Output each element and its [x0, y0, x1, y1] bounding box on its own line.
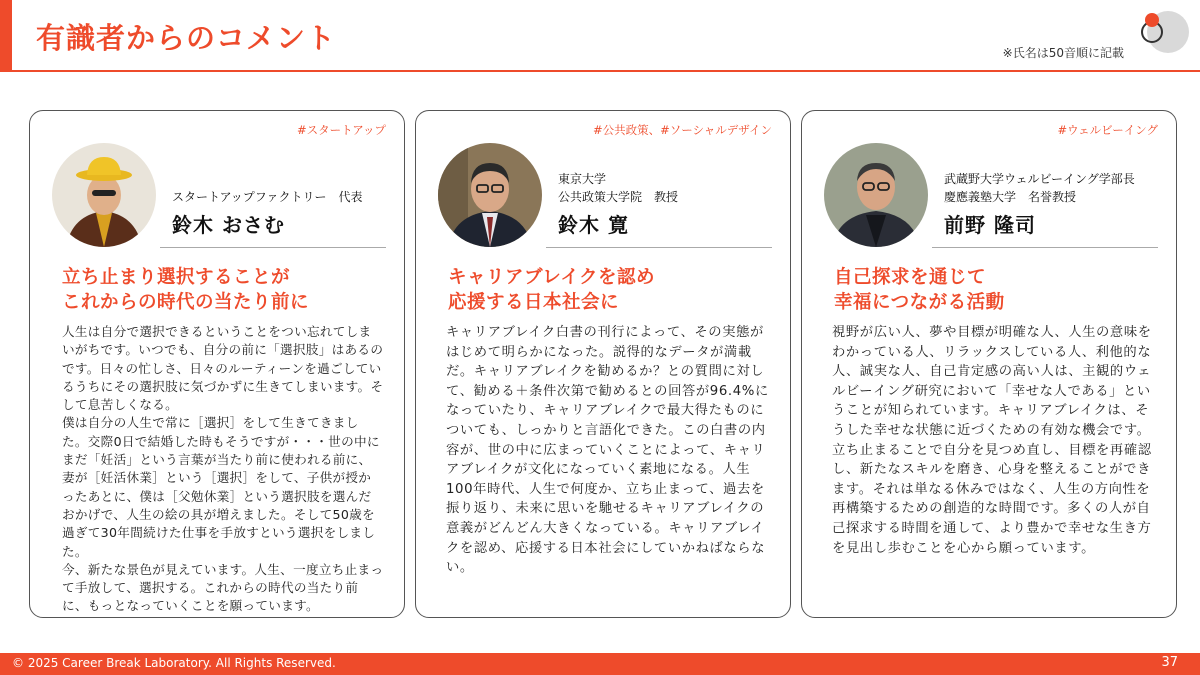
title-accent-bar [0, 0, 12, 72]
affiliation-line: 公共政策大学院 教授 [558, 190, 679, 204]
copyright-text: © 2025 Career Break Laboratory. All Rights Reserved. [12, 656, 336, 670]
headline-line: 自己探求を通じて [834, 267, 987, 288]
affiliation-line: 武蔵野大学ウェルビーイング学部長 [944, 172, 1135, 186]
comment-card-suzuki-kan [415, 110, 791, 618]
affiliation-line: 東京大学 [558, 172, 607, 186]
person-name: 前野 隆司 [944, 213, 1036, 237]
avatar [824, 143, 928, 247]
card-divider [932, 247, 1158, 248]
comment-card-suzuki-osamu [29, 110, 405, 618]
comment-headline [62, 265, 309, 315]
page-number: 37 [1161, 655, 1178, 670]
footer-bar [0, 653, 1200, 675]
comment-headline [834, 265, 1005, 315]
comment-body: キャリアブレイク白書の刊行によって、その実態がはじめて明らかになった。説得的なデータが満載だ。キャリアブレイクを勧めるか？との質問に対して、勧める＋条件次第で勧めるとの回答が96.4%になっていたり、キャリアブレイクで最大得たものについても、しっかりと言語化できた。この白書の内容が、世の中に広まっていくことによって、キャリアブレイクが文化になっていく素地になる。人生100年時代、人生で何度か、立ち止まって、過去を振り返り、未来に思いを馳せるキャリアブレイクの意義がどんどん大きくなっている。キャリアブレイクを認め、応援する日本社会にしていかねばならない。 [446, 325, 769, 576]
headline-line: 幸福につながる活動 [834, 292, 1005, 313]
person-name: 鈴木 おさむ [172, 213, 285, 237]
card-tag: #ウェルビーイング [1057, 123, 1158, 137]
card-divider [160, 247, 386, 248]
headline-line: 応援する日本社会に [448, 292, 620, 313]
comment-body: 人生は自分で選択できるということをつい忘れてしまいがちです。いつでも、自分の前に「選択肢」はあるのです。日々の忙しさ、日々のルーティーンを過ごしているうちにその選択肢に気づかずに生きてしまいます。そして息苦しくなる。 僕は自分の人生で常に［選択］をして生きてきました。交際0日で結婚した時もそうですが・・・世の中にまだ「妊活」という言葉が当たり前に使われる前に、妻が［妊活休業］という［選択］をして、子供が授かったあとに、僕は［父勉休業］という選択肢を選んだおかげで、人生の絵の具が増えました。そして50歳を過ぎて30年間続けた仕事を手放すという選択をしました。 今、新たな景色が見えています。人生、一度立ち止まって手放して、選択する。これからの時代の当たり前に、もっとなっていくことを願っています。 [62, 324, 384, 614]
avatar [438, 143, 542, 247]
comment-card-maeno-takashi [801, 110, 1177, 618]
comment-headline [448, 265, 655, 315]
person-name: 鈴木 寛 [558, 213, 629, 237]
affiliation-line: 慶應義塾大学 名誉教授 [944, 190, 1077, 204]
headline-line: キャリアブレイクを認め [448, 267, 655, 288]
card-divider [546, 247, 772, 248]
card-tag: #スタートアップ [297, 123, 386, 137]
brand-logo-icon [1138, 10, 1190, 56]
page-title: 有識者からのコメント [36, 21, 337, 55]
card-tag: #公共政策、#ソーシャルデザイン [592, 123, 772, 137]
headline-line: これからの時代の当たり前に [62, 292, 310, 313]
avatar [52, 143, 156, 247]
name-order-note: ※氏名は50音順に記載 [1002, 46, 1124, 60]
comment-body: 視野が広い人、夢や目標が明確な人、人生の意味をわかっている人、リラックスしている人、利他的な人、誠実な人、自己肯定感の高い人は、主観的ウェルビーイング研究において「幸せな人である」ということが知られています。キャリアブレイクは、そうした幸せな状態に近づくための有効な機会です。立ち止まることで自分を見つめ直し、目標を再確認し、新たなスキルを磨き、心身を整えることができます。それは単なる休みではなく、人生の方向性を再構築するための創造的な時間です。多くの人が自己探求する時間を通して、より豊かで幸せな生き方を見出し歩むことを心から願っています。 [832, 325, 1152, 556]
affiliation-line: スタートアップファクトリー 代表 [172, 190, 363, 204]
headline-line: 立ち止まり選択することが [62, 267, 291, 288]
title-divider [0, 70, 1200, 72]
